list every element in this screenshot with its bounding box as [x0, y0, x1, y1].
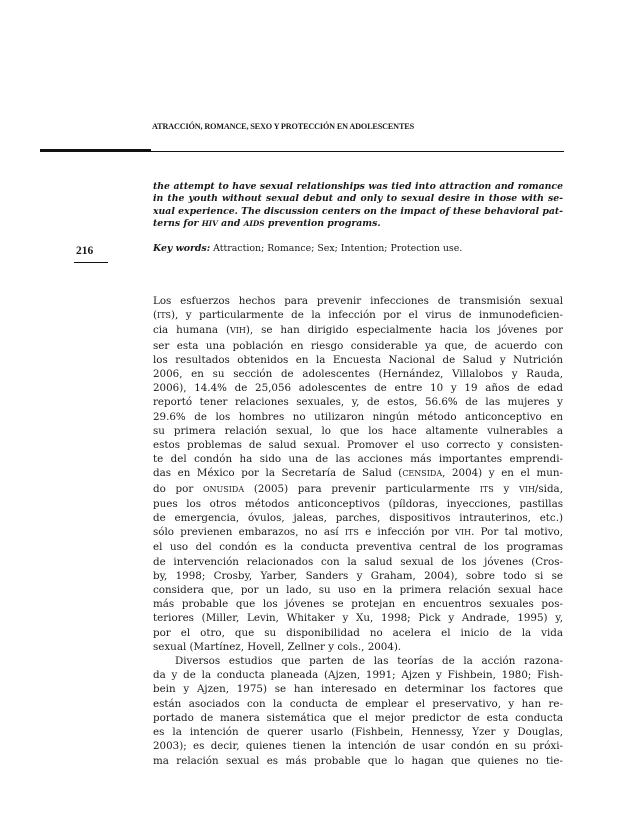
- paragraph-line: más probable que los jóvenes se protejan en encuentros sexuales pos-: [153, 598, 563, 611]
- paragraph-line: están asociados con la conducta de emplear el preservativo, y han re-: [153, 697, 563, 710]
- header-rule-thick: [40, 149, 151, 152]
- paragraph-line: by, 1998; Crosby, Yarber, Sanders y Graham, 2004), sobre todo si se: [153, 569, 563, 582]
- paragraph-line: de intervención relacionados con la salud sexual de los jóvenes (Cros-: [153, 555, 563, 568]
- paragraph-line: por el otro, que su disponibilidad no acelera el inicio de la vida: [153, 626, 563, 639]
- paragraph-line: das en México por la Secretaría de Salud (CENSIDA, 2004) y en el mun-: [153, 467, 563, 480]
- abstract-line: the attempt to have sexual relationships was tied into attraction and romance: [153, 181, 563, 192]
- paragraph-line: es la intención de querer usarlo (Fishbein, Hennessy, Yzer y Douglas,: [153, 726, 563, 739]
- paragraph-line: su primera relación sexual, lo que los hace altamente vulnerables a: [153, 424, 563, 437]
- paragraph-line: teriores (Miller, Levin, Whitaker y Xu, 1998; Pick y Andrade, 1995) y,: [153, 612, 563, 625]
- paragraph-line: do por ONUSIDA (2005) para prevenir particularmente ITS y VIH/sida,: [153, 482, 563, 495]
- paragraph-line: (ITS), y particularmente de la infección por el virus de inmunodeficien-: [153, 309, 563, 322]
- keywords-label: Key words:: [153, 243, 211, 254]
- paragraph-line: 2006), 14.4% de 25,056 adolescentes de entre 10 y 19 años de edad: [153, 382, 563, 395]
- paragraph-line: los resultados obtenidos en la Encuesta Nacional de Salud y Nutrición: [153, 353, 563, 366]
- page-number: 216: [76, 245, 94, 257]
- paragraph-line: bein y Ajzen, 1975) se han interesado en determinar los factores que: [153, 683, 563, 696]
- abstract-line: in the youth without sexual debut and only to sexual desire in those with se-: [153, 193, 563, 205]
- paragraph-line: estos problemas de salud sexual. Promover el uso correcto y consisten-: [153, 439, 563, 452]
- paragraph-line: 2006, en su sección de adolescentes (Hernández, Villalobos y Rauda,: [153, 368, 563, 381]
- keywords-text: Attraction; Romance; Sex; Intention; Protection use.: [210, 243, 463, 254]
- paragraph-line: pues los otros métodos anticonceptivos (píldoras, inyecciones, pastillas: [153, 497, 563, 510]
- paragraph-line: ser esta una población en riesgo considerable ya que, de acuerdo con: [153, 339, 563, 352]
- paragraph-line: sexual (Martínez, Hovell, Zellner y cols., 2004).: [153, 640, 402, 653]
- paragraph-line: te del condón ha sido una de las acciones más importantes emprendi-: [153, 453, 563, 466]
- page-number-rule: [74, 262, 108, 263]
- running-head: ATRACCIÓN, ROMANCE, SEXO Y PROTECCIÓN EN ADOLESCENTES: [152, 122, 414, 131]
- paragraph-line: el uso del condón es la conducta preventiva central de los programas: [153, 541, 563, 554]
- abstract-text: [153, 181, 563, 231]
- header-rule-thin: [151, 151, 564, 152]
- paragraph-line: reportó tener relaciones sexuales, y, de estos, 56.6% de las mujeres y: [153, 396, 563, 409]
- paragraph-line: de emergencia, óvulos, jaleas, parches, dispositivos intrauterinos, etc.): [153, 512, 563, 525]
- paragraph-line: cia humana (VIH), se han dirigido especialmente hacia los jóvenes por: [153, 324, 563, 337]
- abstract-line: terns for HIV and AIDS prevention programs.: [153, 218, 381, 230]
- paragraph-line: considera que, por un lado, su uso en la primera relación sexual hace: [153, 584, 563, 597]
- paragraph-line: 2003); es decir, quienes tienen la intención de usar condón en su próxi-: [153, 740, 563, 753]
- paragraph-line: Diversos estudios que parten de las teorías de la acción razona-: [175, 655, 563, 668]
- paragraph-line: Los esfuerzos hechos para prevenir infecciones de transmisión sexual: [153, 295, 563, 307]
- paragraph-line: da y de la conducta planeada (Ajzen, 1991; Ajzen y Fishbein, 1980; Fish-: [153, 669, 563, 682]
- abstract-line: xual experience. The discussion centers on the impact of these behavioral pat-: [153, 205, 563, 217]
- body-text: [153, 294, 563, 768]
- paragraph-line: ma relación sexual es más probable que lo hagan que quienes no tie-: [153, 754, 563, 767]
- paragraph-line: sólo previenen embarazos, no así ITS e infección por VIH. Por tal motivo,: [153, 526, 563, 539]
- keywords: [153, 243, 563, 255]
- paragraph-line: portado de manera sistemática que el mejor predictor de esta conducta: [153, 711, 563, 724]
- paragraph-line: 29.6% de los hombres no utilizaron ningún método anticonceptivo en: [153, 410, 563, 423]
